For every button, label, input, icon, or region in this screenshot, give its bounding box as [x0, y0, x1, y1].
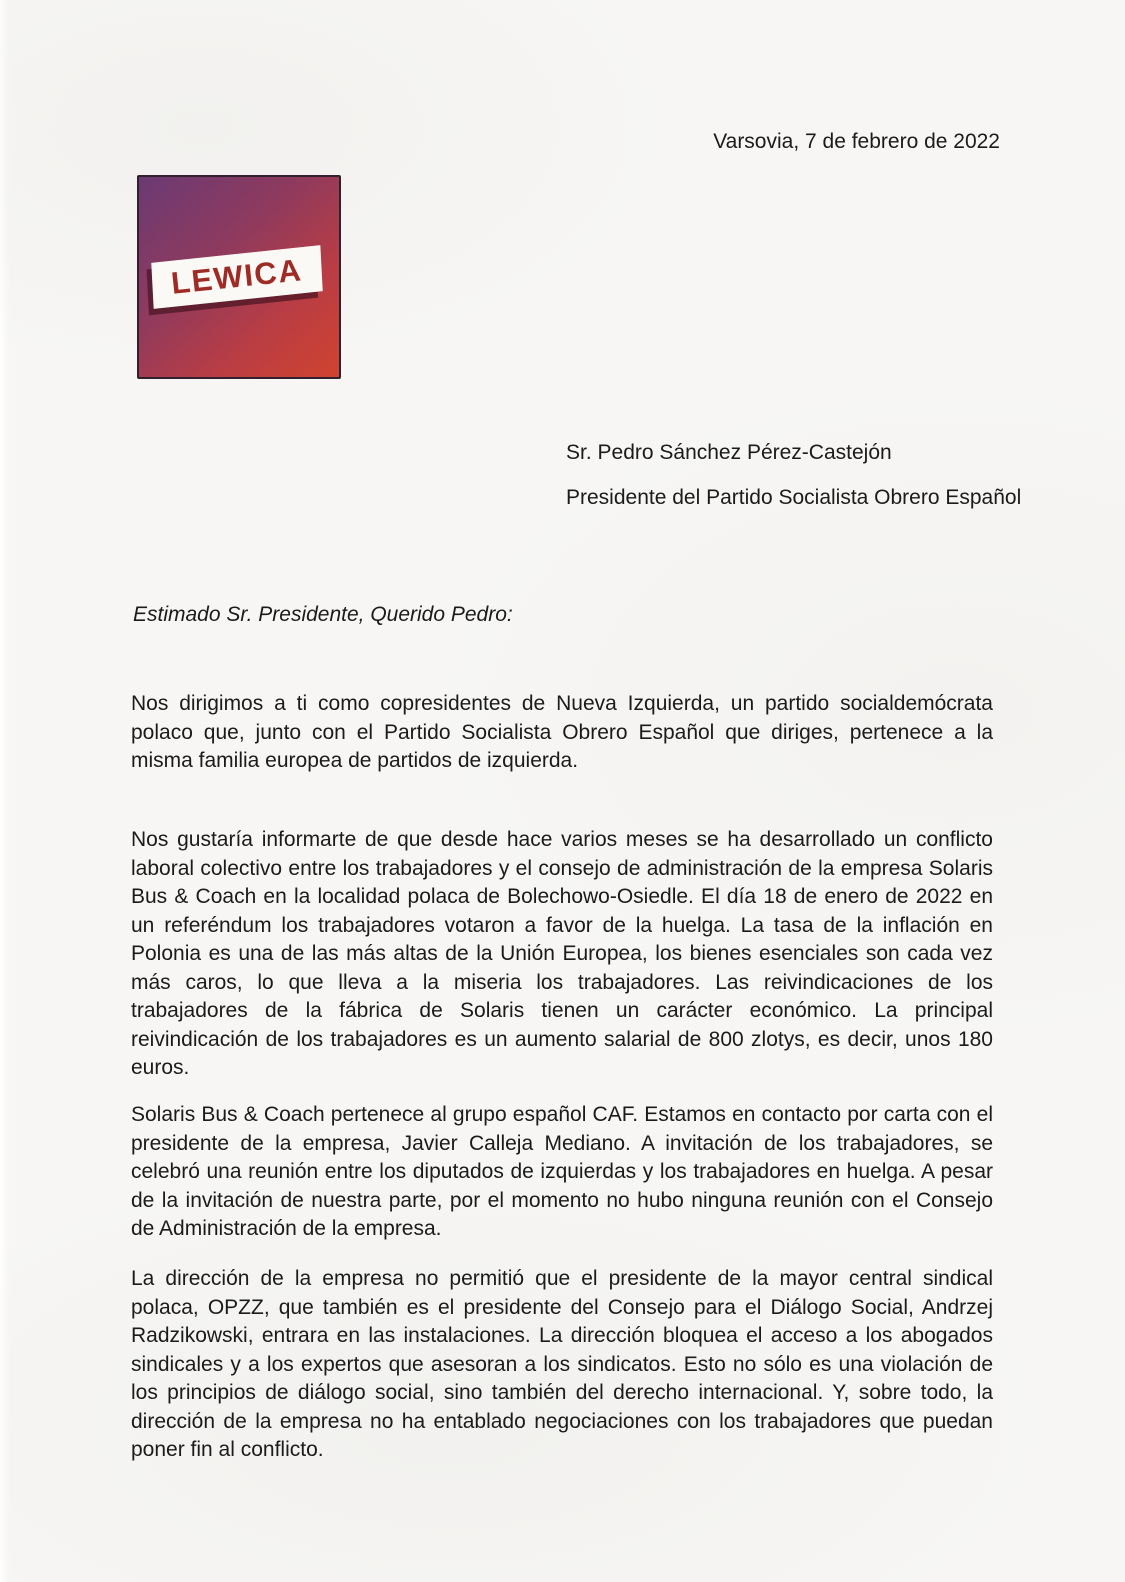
date-line: Varsovia, 7 de febrero de 2022 — [713, 130, 1000, 153]
lewica-logo-banner — [151, 245, 322, 309]
salutation-line: Estimado Sr. Presidente, Querido Pedro: — [133, 603, 513, 626]
lewica-logo — [137, 175, 341, 379]
paragraph-introduction: Nos dirigimos a ti como copresidentes de Nueva Izquierda, un partido socialdemócrata polaco que, junto con el Partido Socialista Obrero Español que diriges, pertenece a la misma familia europea de partidos de izquierda. — [131, 692, 993, 772]
paragraph-labor-conflict: Nos gustaría informarte de que desde hace varios meses se ha desarrollado un conflicto laboral colectivo entre los trabajadores y el consejo de administración de la empresa Solaris Bus & Coach en la localidad polaca de Bolechowo-Osiedle. El día 18 de enero de 2022 en un referéndum los trabajadores votaron a favor de la huelga. La tasa de la inflación en Polonia es una de las más altas de la Unión Europea, los bienes esenciales son cada vez más caros, lo que lleva a la miseria los trabajadores. Las reivindicaciones de los trabajadores de la fábrica de Solaris tienen un carácter económico. La principal reivindicación de los trabajadores es un aumento salarial de 800 zlotys, es decir, unos 180 euros. — [131, 828, 993, 1079]
lewica-logo-text: LEWICA — [169, 252, 305, 301]
paragraph-management-criticism: La dirección de la empresa no permitió que el presidente de la mayor central sindical polaca, OPZZ, que también es el presidente del Consejo para el Diálogo Social, Andrzej Radzikowski, entrara en las instalaciones. La dirección bloquea el acceso a los abogados sindicales y a los expertos que asesoran a los sindicatos. Esto no sólo es una violación de los principios de diálogo social, sino también del derecho internacional. Y, sobre todo, la dirección de la empresa no ha entablado negociaciones con los trabajadores que puedan poner fin al conflicto. — [131, 1267, 993, 1461]
recipient-name: Sr. Pedro Sánchez Pérez-Castejón — [566, 441, 892, 464]
paragraph-caf-contact: Solaris Bus & Coach pertenece al grupo español CAF. Estamos en contacto por carta con el presidente de la empresa, Javier Calleja Mediano. A invitación de los trabajadores, se celebró una reunión entre los diputados de izquierdas y los trabajadores en huelga. A pesar de la invitación de nuestra parte, por el momento no hubo ninguna reunión con el Consejo de Administración de la empresa. — [131, 1103, 993, 1240]
recipient-block — [566, 430, 1021, 520]
recipient-title: Presidente del Partido Socialista Obrero Español — [566, 486, 1022, 509]
